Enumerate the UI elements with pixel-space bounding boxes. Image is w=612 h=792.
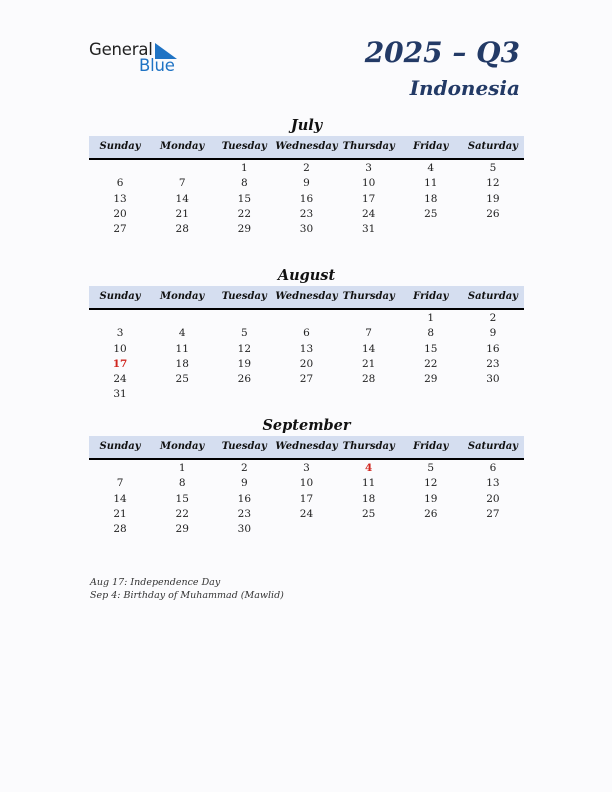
- weekday-header-row: [89, 136, 524, 160]
- weekday-header: Thursday: [342, 441, 395, 452]
- day-cell: 3: [365, 162, 372, 174]
- day-cell: 30: [486, 373, 500, 386]
- weekday-header: Wednesday: [275, 441, 338, 452]
- day-cell: 5: [489, 162, 497, 174]
- day-cell: 13: [113, 192, 127, 205]
- day-cell: 14: [113, 492, 127, 505]
- day-cell: 23: [299, 207, 314, 220]
- day-cell: [151, 387, 213, 402]
- day-cell: 3: [303, 462, 310, 474]
- day-cell: [275, 311, 337, 326]
- day-cell: 16: [486, 342, 500, 355]
- day-cell: 2: [241, 462, 248, 474]
- day-cell: 17: [361, 192, 376, 205]
- week-row: [89, 176, 524, 191]
- month-july: [89, 116, 524, 237]
- day-cell: [213, 387, 275, 402]
- day-cell: 29: [424, 373, 438, 386]
- weekday-header: Tuesday: [221, 441, 267, 452]
- day-cell: 26: [237, 373, 252, 386]
- day-cell: [338, 387, 400, 402]
- week-row: [89, 207, 524, 222]
- day-cell: 16: [237, 492, 252, 505]
- weekday-header: Tuesday: [221, 291, 267, 302]
- day-cell: 9: [489, 327, 497, 340]
- day-cell: 11: [175, 342, 189, 355]
- weekday-header: Saturday: [467, 141, 518, 152]
- day-cell: [462, 522, 524, 537]
- day-cell: 25: [424, 207, 438, 220]
- day-cell: [89, 311, 151, 326]
- day-cell: 30: [299, 223, 314, 236]
- weekday-header: Saturday: [467, 441, 518, 452]
- day-cell: 13: [299, 342, 314, 355]
- week-row: [89, 476, 524, 491]
- day-cell: 10: [299, 477, 314, 490]
- day-cell: 18: [361, 492, 376, 505]
- day-cell: [275, 387, 337, 402]
- weekday-header: Monday: [160, 441, 205, 452]
- month-name: July: [290, 117, 323, 134]
- day-cell: 2: [489, 312, 497, 324]
- weeks-grid: [89, 310, 524, 403]
- weekday-header: Sunday: [99, 441, 141, 452]
- day-cell: [462, 222, 524, 237]
- day-cell: [400, 222, 462, 237]
- day-cell: 18: [424, 192, 438, 205]
- day-cell: 25: [361, 507, 376, 520]
- weekday-header: Friday: [413, 291, 449, 302]
- day-cell: 22: [175, 507, 189, 520]
- day-cell: 25: [175, 373, 189, 386]
- week-row: [89, 161, 524, 176]
- day-cell: 15: [424, 342, 438, 355]
- day-cell: 20: [299, 357, 314, 370]
- day-cell: 20: [113, 207, 127, 220]
- day-cell: [400, 387, 462, 402]
- day-cell: 16: [299, 192, 314, 205]
- day-cell: 8: [241, 177, 248, 190]
- day-cell: 23: [486, 357, 500, 370]
- day-cell: 26: [424, 507, 438, 520]
- holiday-day-cell: 4: [364, 462, 373, 474]
- week-row: [89, 342, 524, 357]
- day-cell: 8: [427, 327, 435, 340]
- day-cell: 27: [113, 223, 127, 236]
- day-cell: [275, 522, 337, 537]
- day-cell: 3: [116, 327, 124, 340]
- day-cell: 14: [361, 342, 376, 355]
- day-cell: 31: [113, 388, 127, 401]
- day-cell: 4: [427, 162, 435, 174]
- day-cell: 14: [175, 192, 189, 205]
- weekday-header: Wednesday: [275, 141, 338, 152]
- day-cell: 7: [365, 327, 372, 340]
- weekday-header: Sunday: [99, 141, 141, 152]
- day-cell: [89, 161, 151, 176]
- weekday-header: Friday: [413, 141, 449, 152]
- day-cell: 17: [299, 492, 314, 505]
- day-cell: [400, 522, 462, 537]
- day-cell: 10: [361, 177, 376, 190]
- day-cell: 23: [237, 507, 252, 520]
- day-cell: [151, 161, 213, 176]
- day-cell: 4: [178, 327, 186, 340]
- day-cell: 12: [424, 477, 438, 490]
- weekday-header: Monday: [160, 141, 205, 152]
- week-row: [89, 372, 524, 387]
- day-cell: 2: [303, 162, 310, 174]
- country-name: Indonesia: [409, 76, 520, 100]
- day-cell: 28: [175, 223, 189, 236]
- day-cell: 15: [237, 192, 252, 205]
- week-row: [89, 492, 524, 507]
- weekday-header: Friday: [413, 441, 449, 452]
- day-cell: 5: [241, 327, 248, 340]
- weekday-header: Thursday: [342, 141, 395, 152]
- page-title: 2025 – Q3: [364, 36, 520, 69]
- day-cell: 12: [486, 177, 500, 190]
- day-cell: 22: [237, 207, 252, 220]
- day-cell: 27: [299, 373, 314, 386]
- day-cell: 1: [427, 312, 435, 324]
- week-row: [89, 461, 524, 476]
- day-cell: 10: [113, 342, 127, 355]
- week-row: [89, 387, 524, 402]
- day-cell: 18: [175, 357, 189, 370]
- day-cell: 22: [424, 357, 438, 370]
- day-cell: 31: [361, 223, 376, 236]
- logo-text-general: General: [89, 40, 153, 59]
- weekday-header: Tuesday: [221, 141, 267, 152]
- weeks-grid: [89, 160, 524, 237]
- month-name: September: [262, 417, 351, 434]
- weekday-header: Wednesday: [275, 291, 338, 302]
- holiday-note: Aug 17: Independence Day: [90, 577, 221, 588]
- month-name: August: [277, 267, 336, 284]
- weekday-header-row: [89, 286, 524, 310]
- weeks-grid: [89, 460, 524, 537]
- day-cell: 7: [178, 177, 186, 190]
- weekday-header: Saturday: [467, 291, 518, 302]
- month-august: [89, 266, 524, 403]
- day-cell: 5: [427, 462, 435, 474]
- day-cell: 19: [486, 192, 500, 205]
- week-row: [89, 222, 524, 237]
- day-cell: 29: [175, 523, 189, 536]
- day-cell: 28: [361, 373, 376, 386]
- holiday-note: Sep 4: Birthday of Muhammad (Mawlid): [90, 590, 284, 601]
- day-cell: [338, 311, 400, 326]
- week-row: [89, 507, 524, 522]
- weekday-header: Monday: [160, 291, 205, 302]
- day-cell: 6: [303, 327, 310, 340]
- day-cell: [213, 311, 275, 326]
- day-cell: [151, 311, 213, 326]
- day-cell: 9: [303, 177, 310, 190]
- day-cell: 13: [486, 477, 500, 490]
- weekday-header: Thursday: [342, 291, 395, 302]
- holiday-day-cell: 17: [112, 357, 128, 370]
- day-cell: 29: [237, 223, 252, 236]
- day-cell: 9: [241, 477, 248, 490]
- day-cell: 21: [361, 357, 376, 370]
- week-row: [89, 522, 524, 537]
- week-row: [89, 357, 524, 372]
- day-cell: 26: [486, 207, 500, 220]
- day-cell: 19: [424, 492, 438, 505]
- day-cell: 21: [175, 207, 189, 220]
- day-cell: 6: [116, 177, 124, 190]
- week-row: [89, 311, 524, 326]
- generalblue-logo: [89, 40, 189, 76]
- day-cell: 28: [113, 523, 127, 536]
- holiday-notes: [90, 576, 284, 602]
- day-cell: 8: [178, 477, 186, 490]
- day-cell: 11: [424, 177, 438, 190]
- day-cell: 24: [299, 507, 314, 520]
- day-cell: 1: [178, 462, 186, 474]
- day-cell: 12: [237, 342, 252, 355]
- day-cell: 15: [175, 492, 189, 505]
- day-cell: 19: [237, 357, 252, 370]
- weekday-header-row: [89, 436, 524, 460]
- day-cell: 27: [486, 507, 500, 520]
- day-cell: 24: [113, 373, 127, 386]
- week-row: [89, 326, 524, 341]
- day-cell: [462, 387, 524, 402]
- logo-text-blue: Blue: [139, 56, 175, 75]
- day-cell: 21: [113, 507, 127, 520]
- day-cell: [338, 522, 400, 537]
- day-cell: 6: [489, 462, 497, 474]
- week-row: [89, 192, 524, 207]
- day-cell: 7: [116, 477, 124, 490]
- day-cell: 20: [486, 492, 500, 505]
- day-cell: 1: [241, 162, 248, 174]
- day-cell: 11: [361, 477, 376, 490]
- weekday-header: Sunday: [99, 291, 141, 302]
- day-cell: [89, 461, 151, 476]
- day-cell: 30: [237, 523, 252, 536]
- month-september: [89, 416, 524, 537]
- day-cell: 24: [361, 207, 376, 220]
